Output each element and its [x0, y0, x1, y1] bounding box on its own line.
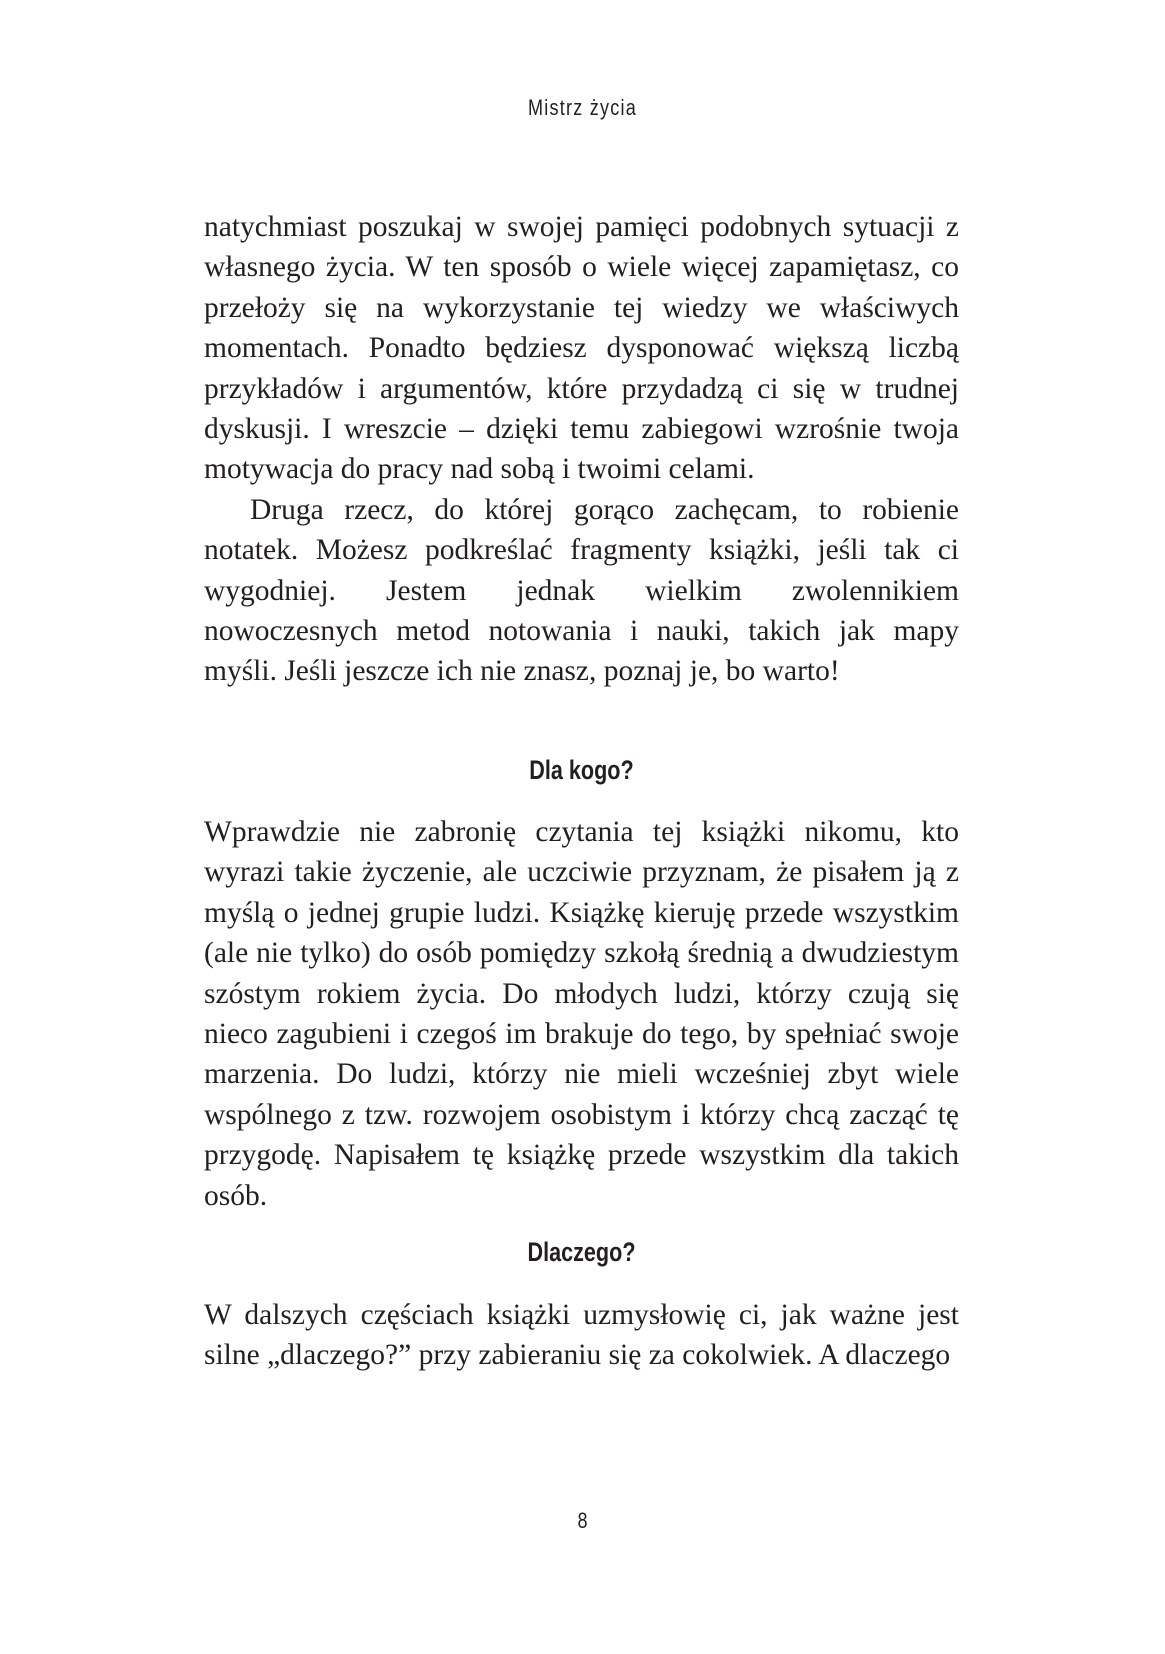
body-text-block: [204, 207, 959, 692]
paragraph-continuation: natychmiast poszukaj w swojej pamięci podobnych sytuacji z własnego życia. W ten sposób o wiele więcej zapamiętasz, co przełoży się na wykorzystanie tej wiedzy we właściwych momentach. Ponadto będziesz dysponować większą liczbą przykładów i argumentów, które przydadzą ci się w trudnej dyskusji. I wreszcie – dzięki temu zabiegowi wzrośnie twoja motywacja do pracy nad sobą i twoimi celami.: [204, 211, 959, 486]
section-for-whom-text: [204, 812, 959, 1216]
paragraph-for-whom: Wprawdzie nie zabronię czytania tej książki nikomu, kto wyrazi takie życzenie, ale uczciwie przyznam, że pisałem ją z myślą o jednej grupie ludzi. Książkę kieruję przede wszystkim (ale nie tylko) do osób pomiędzy szkołą średnią a dwudziestym szóstym rokiem życia. Do młodych ludzi, którzy czują się nieco zagubieni i czegoś im brakuje do tego, by spełniać swoje marzenia. Do ludzi, którzy nie mieli wcześniej zbyt wiele wspólnego z tzw. rozwojem osobistym i którzy chcą zacząć tę przygodę. Napisałem tę książkę przede wszystkim dla takich osób.: [204, 816, 959, 1212]
running-head-title: Mistrz życia: [528, 95, 637, 120]
section-heading-for-whom: Dla kogo?: [529, 755, 634, 785]
page-number: 8: [577, 1508, 588, 1533]
paragraph-why: W dalszych częściach książki uzmysłowię ci, jak ważne jest silne „dlaczego?” przy zabieraniu się za cokolwiek. A dlaczego: [204, 1299, 959, 1372]
paragraph-notes: Druga rzecz, do której gorąco zachęcam, to robienie notatek. Możesz podkreślać fragmenty książki, jeśli tak ci wygodniej. Jestem jednak wielkim zwolennikiem nowoczesnych metod notowania i nauki, takich jak mapy myśli. Jeśli jeszcze ich nie znasz, poznaj je, bo warto!: [204, 493, 959, 688]
section-heading-why: Dlaczego?: [527, 1237, 636, 1267]
section-why-text: [204, 1295, 959, 1376]
